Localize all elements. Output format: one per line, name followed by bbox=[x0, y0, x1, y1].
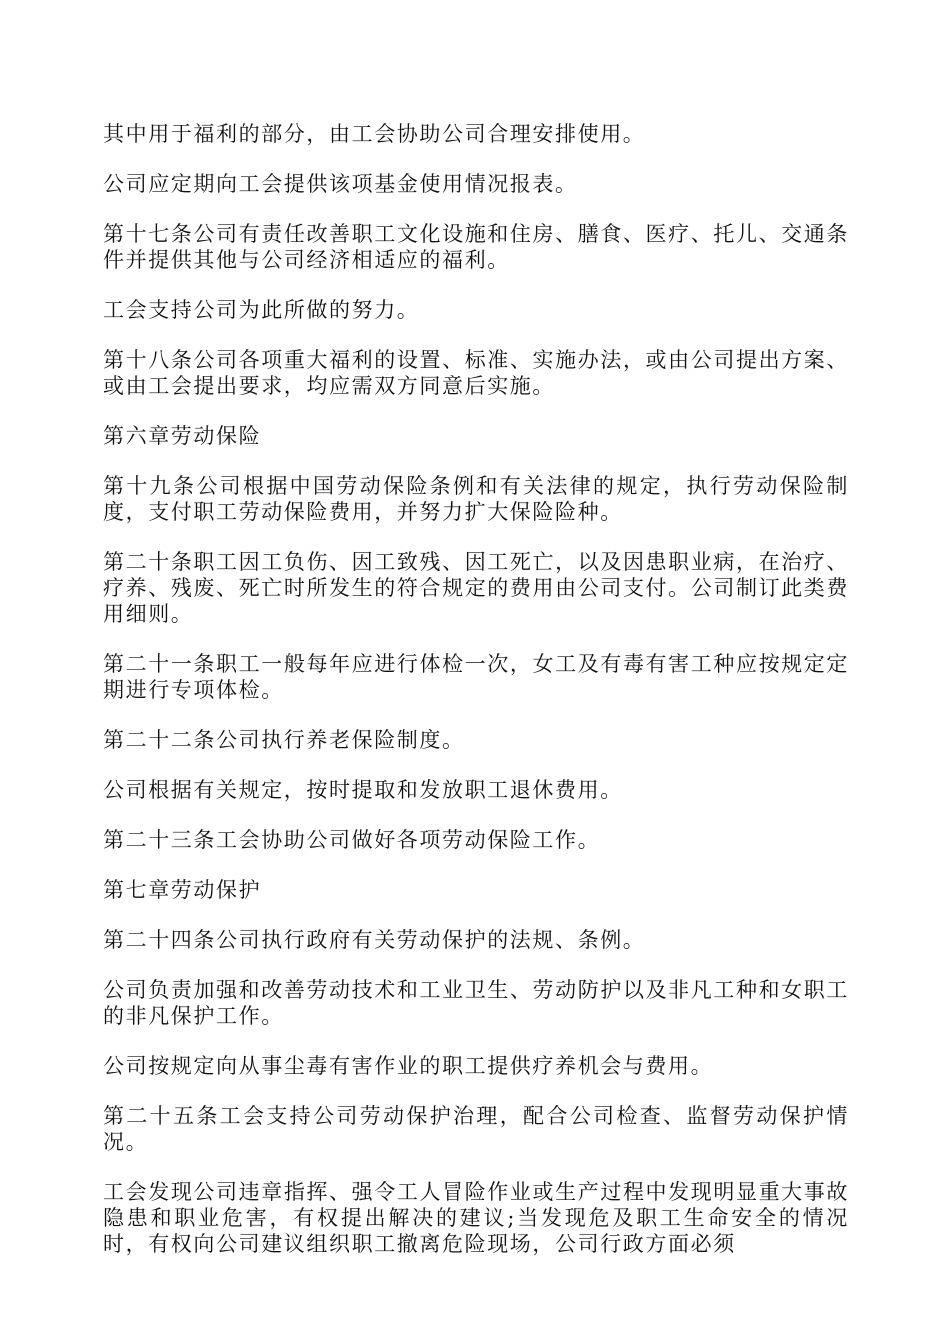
paragraph-17: 第二十五条工会支持公司劳动保护治理，配合公司检查、监督劳动保护情况。 bbox=[103, 1104, 849, 1154]
chapter-heading-7: 第七章劳动保护 bbox=[103, 878, 262, 902]
paragraph-2: 公司应定期向工会提供该项基金使用情况报表。 bbox=[103, 172, 578, 196]
paragraph-14: 第二十四条公司执行政府有关劳动保护的法规、条例。 bbox=[103, 928, 646, 952]
document-body bbox=[103, 121, 849, 1281]
paragraph-7: 第十九条公司根据中国劳动保险条例和有关法律的规定，执行劳动保险制度，支付职工劳动保险费用，并努力扩大保险险种。 bbox=[103, 474, 849, 524]
chapter-heading-6: 第六章劳动保险 bbox=[103, 424, 262, 448]
paragraph-11: 公司根据有关规定，按时提取和发放职工退休费用。 bbox=[103, 778, 623, 802]
paragraph-12: 第二十三条工会协助公司做好各项劳动保险工作。 bbox=[103, 828, 601, 852]
paragraph-16: 公司按规定向从事尘毒有害作业的职工提供疗养机会与费用。 bbox=[103, 1054, 714, 1078]
paragraph-15: 公司负责加强和改善劳动技术和工业卫生、劳动防护以及非凡工种和女职工的非凡保护工作。 bbox=[103, 978, 849, 1028]
paragraph-1: 其中用于福利的部分，由工会协助公司合理安排使用。 bbox=[103, 122, 646, 146]
paragraph-8: 第二十条职工因工负伤、因工致残、因工死亡，以及因患职业病，在治疗、疗养、残废、死亡时所发生的符合规定的费用由公司支付。公司制订此类费用细则。 bbox=[103, 550, 849, 626]
paragraph-5: 第十八条公司各项重大福利的设置、标准、实施办法，或由公司提出方案、或由工会提出要求，均应需双方同意后实施。 bbox=[103, 348, 849, 398]
paragraph-18: 工会发现公司违章指挥、强令工人冒险作业或生产过程中发现明显重大事故隐患和职业危害，有权提出解决的建议;当发现危及职工生命安全的情况时，有权向公司建议组织职工撤离危险现场，公司行政方面必须 bbox=[103, 1180, 849, 1256]
paragraph-9: 第二十一条职工一般每年应进行体检一次，女工及有毒有害工种应按规定定期进行专项体检。 bbox=[103, 652, 849, 702]
paragraph-3: 第十七条公司有责任改善职工文化设施和住房、膳食、医疗、托儿、交通条件并提供其他与公司经济相适应的福利。 bbox=[103, 222, 849, 272]
paragraph-10: 第二十二条公司执行养老保险制度。 bbox=[103, 728, 465, 752]
paragraph-4: 工会支持公司为此所做的努力。 bbox=[103, 298, 420, 322]
